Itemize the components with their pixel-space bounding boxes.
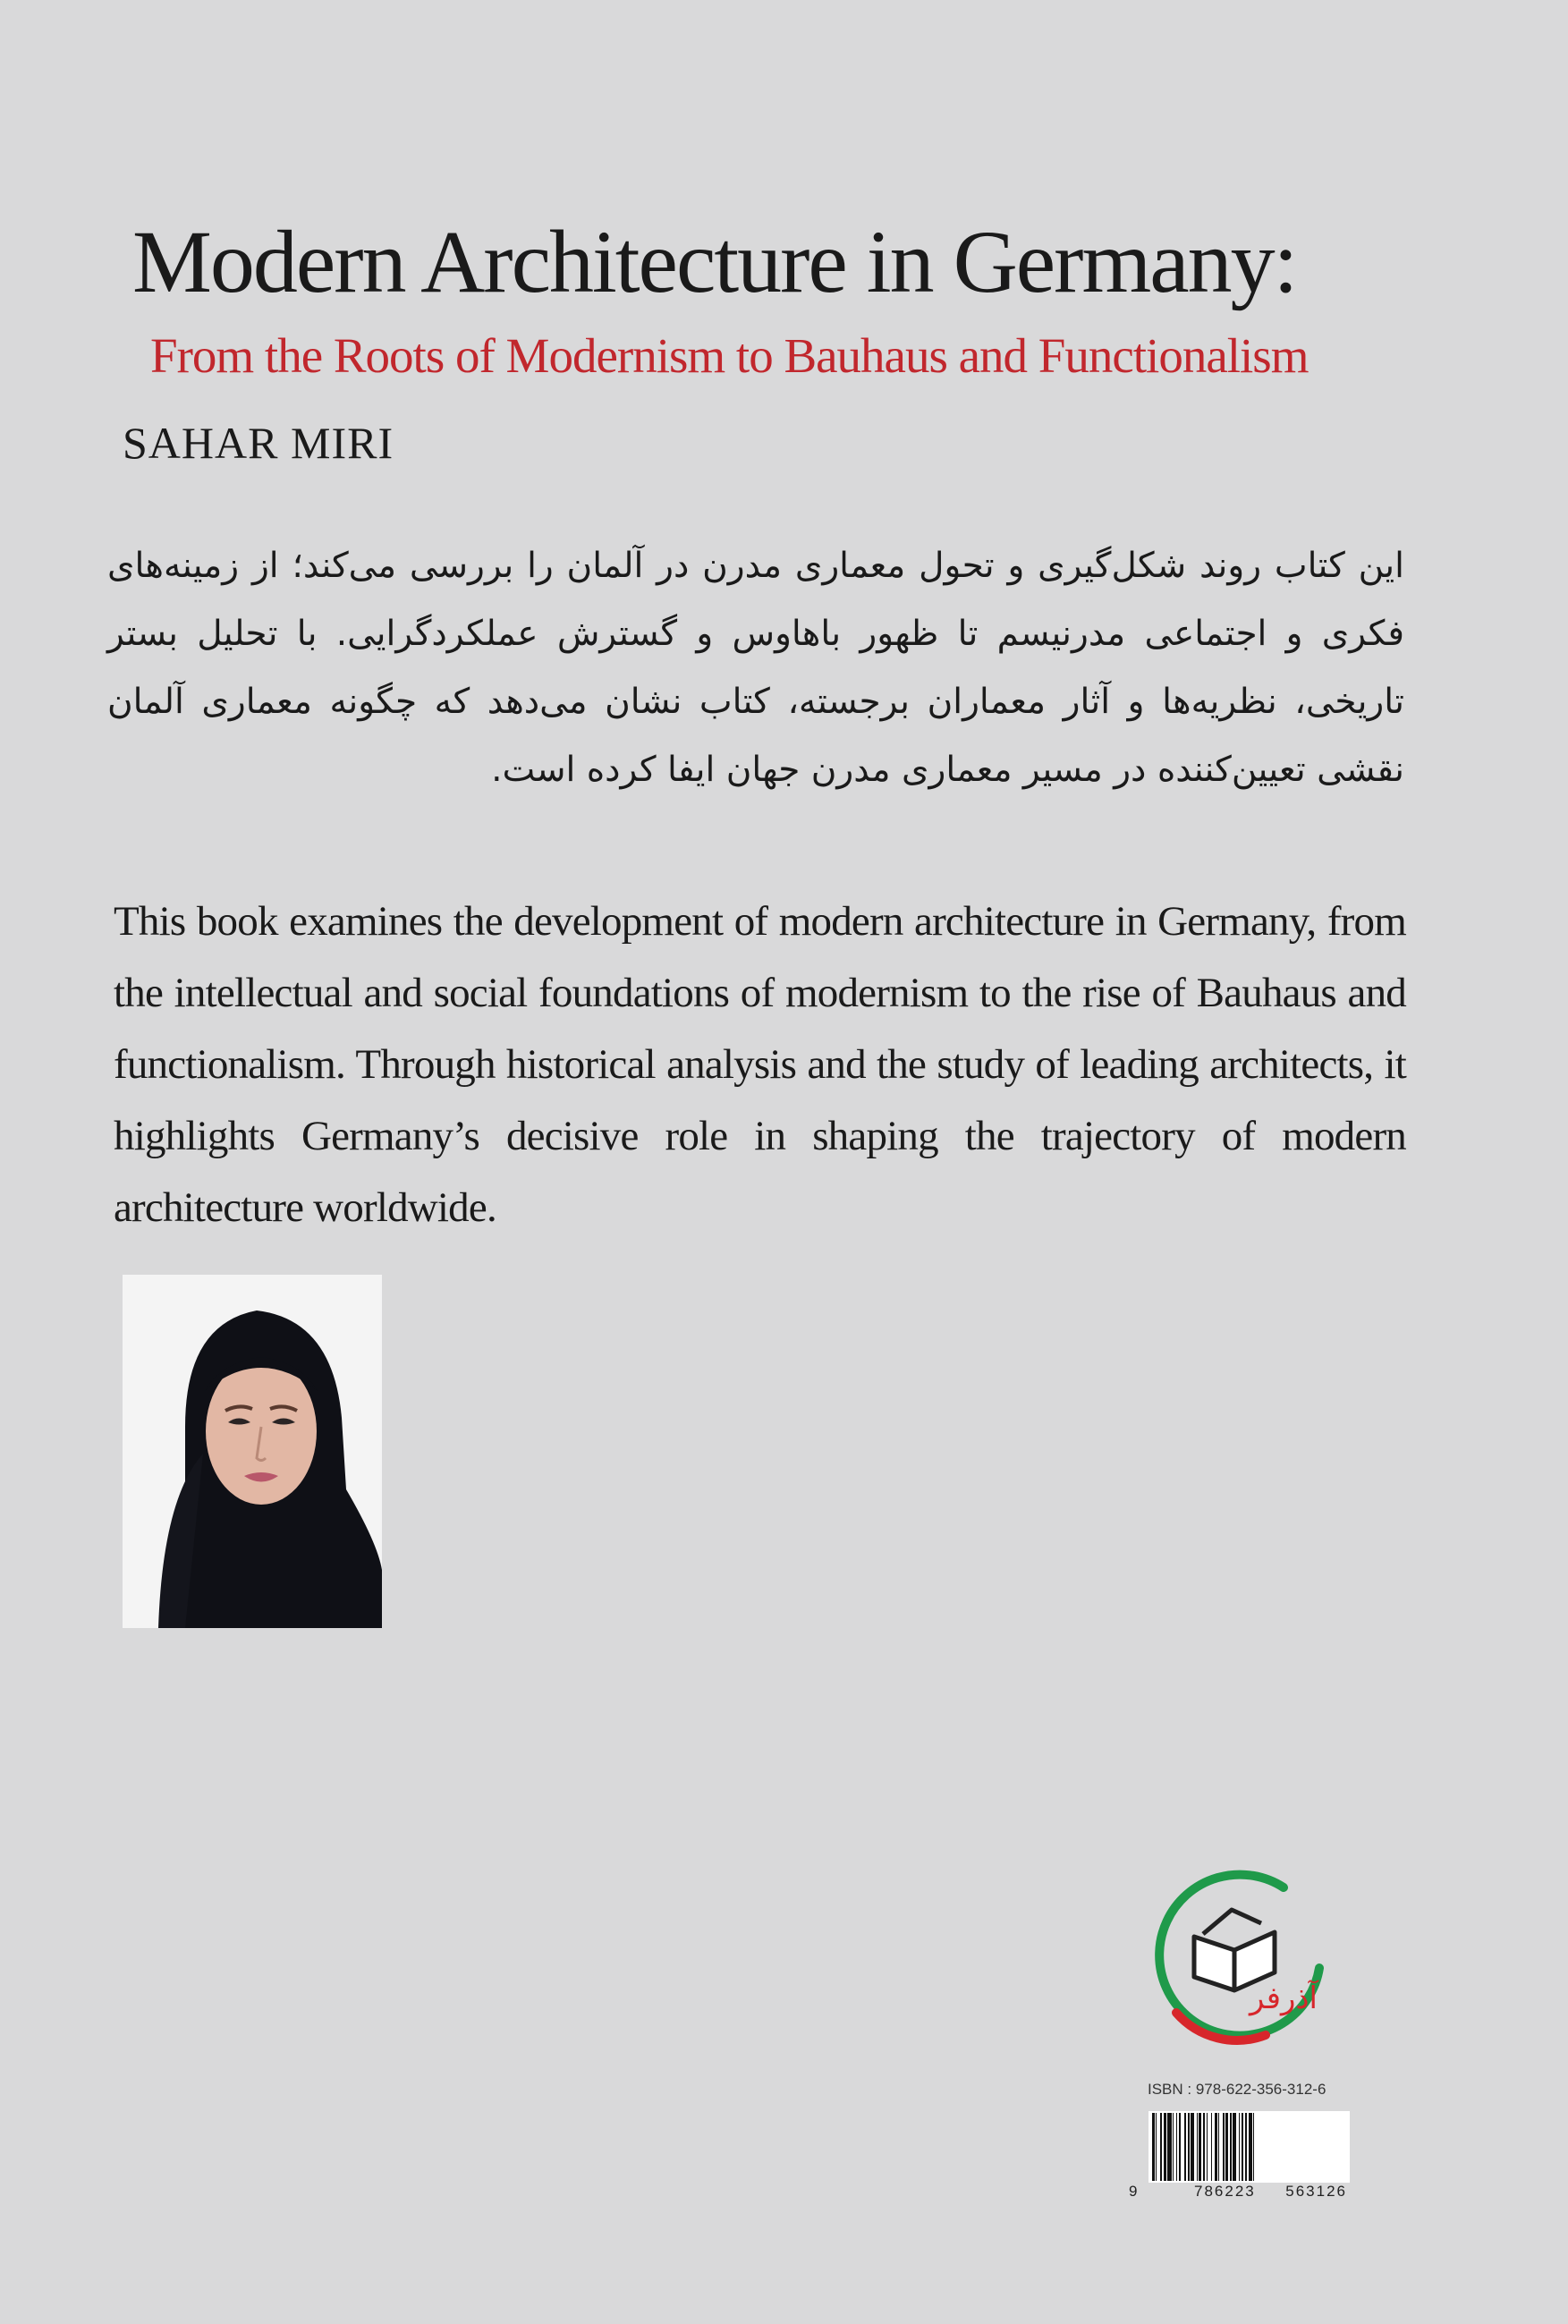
persian-description: این کتاب روند شکل‌گیری و تحول معماری مدرن در آلمان را بررسی می‌کند؛ از زمینه‌های فکری و اجتماعی مدرنیسم تا ظهور باهاوس و گسترش عملکردگرایی. با تحلیل بستر تاریخی، نظریه‌ها و آثار معماران برجسته، کتاب نشان می‌دهد که چگونه معماری آلمان نقشی تعیین‌کننده در مسیر معماری مدرن جهان ایفا کرده است.	[107, 546, 1404, 790]
english-description: This book examines the development of modern architecture in Germany, from the intellectual and social foundations of modernism to the rise of Bauhaus and functionalism. Through historical analysis and the study of leading architects, it highlights Germany’s decisive role in shaping the trajectory of modern architecture worldwide.	[114, 898, 1406, 1231]
barcode-right-digits: 563126	[1285, 2183, 1347, 2200]
barcode-left-digits: 786223	[1194, 2183, 1256, 2200]
publisher-logo	[1149, 1861, 1337, 2048]
book-title: Modern Architecture in Germany:	[132, 212, 1297, 311]
publisher-logo-text: آذرفر	[1249, 1980, 1318, 2016]
book-subtitle: From the Roots of Modernism to Bauhaus and Functionalism	[150, 328, 1309, 383]
barcode-digits	[1129, 2183, 1354, 2201]
barcode	[1129, 2111, 1354, 2209]
isbn-label: ISBN : 978-622-356-312-6	[1148, 2081, 1326, 2098]
author-name: SAHAR MIRI	[123, 418, 394, 468]
barcode-bar	[1254, 2113, 1257, 2181]
barcode-lead-digit: 9	[1129, 2183, 1138, 2200]
barcode-bars	[1148, 2111, 1350, 2183]
author-photo	[123, 1275, 382, 1628]
